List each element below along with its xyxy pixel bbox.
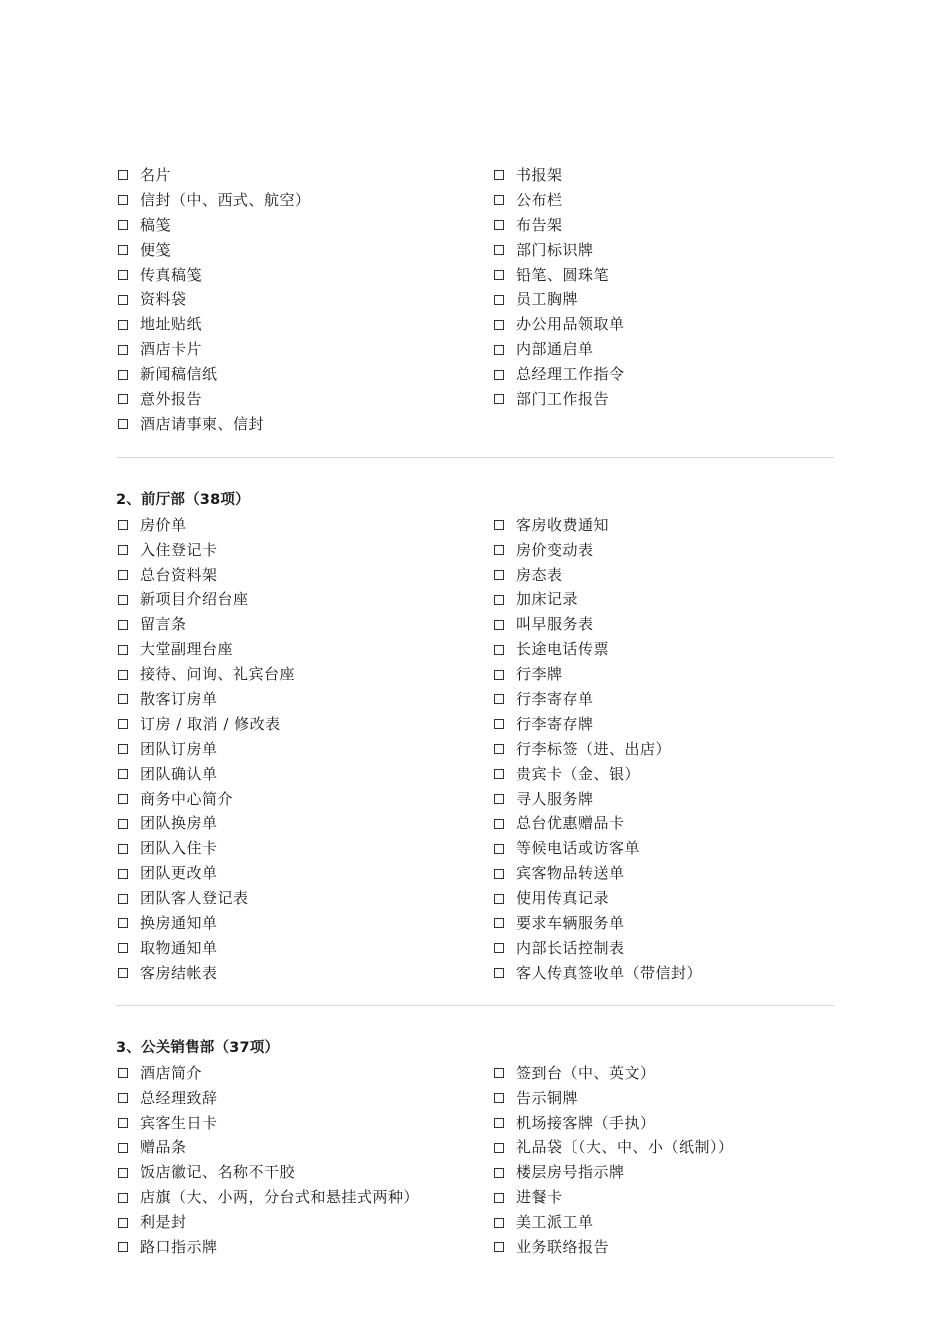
checklist-item <box>492 1086 834 1111</box>
checklist-item-label: 业务联络报告 <box>516 1237 610 1256</box>
checkbox-icon <box>494 620 504 630</box>
checklist-item <box>492 687 834 712</box>
checklist-item <box>116 836 492 861</box>
checklist-item-label: 公布栏 <box>516 190 563 209</box>
checklist-item-label: 房价变动表 <box>516 540 594 559</box>
checkbox-icon <box>494 943 504 953</box>
checklist-item-label: 取物通知单 <box>140 938 218 957</box>
checkbox-icon <box>494 1093 504 1103</box>
section-divider <box>116 457 834 458</box>
checklist-item <box>492 1235 834 1260</box>
checklist-item <box>492 811 834 836</box>
checklist-item <box>492 238 834 263</box>
checklist-item <box>116 662 492 687</box>
checkbox-icon <box>494 345 504 355</box>
checklist-item <box>492 637 834 662</box>
checklist-item <box>492 911 834 936</box>
checkbox-icon <box>494 545 504 555</box>
checklist-columns <box>116 163 834 437</box>
checkbox-icon <box>118 918 128 928</box>
checklist-item-label: 告示铜牌 <box>516 1088 579 1107</box>
checkbox-icon <box>494 744 504 754</box>
checklist-item-label: 房价单 <box>140 515 187 534</box>
checklist-item <box>492 362 834 387</box>
checklist-item-label: 便笺 <box>140 240 172 259</box>
checklist-item <box>492 263 834 288</box>
checkbox-icon <box>494 670 504 680</box>
checklist-item-label: 等候电话或访客单 <box>516 839 641 858</box>
checklist-item <box>492 662 834 687</box>
checkbox-icon <box>118 520 128 530</box>
checklist-item <box>492 1185 834 1210</box>
checkbox-icon <box>494 1068 504 1078</box>
checklist-item-label: 宾客生日卡 <box>140 1113 218 1132</box>
checklist-item-label: 饭店徽记、名称不干胶 <box>140 1163 296 1182</box>
checkbox-icon <box>118 1168 128 1178</box>
checkbox-icon <box>118 819 128 829</box>
checkbox-icon <box>494 595 504 605</box>
checklist-item-label: 商务中心简介 <box>140 789 234 808</box>
checklist-item <box>116 911 492 936</box>
checklist-item <box>492 961 834 986</box>
checkbox-icon <box>494 819 504 829</box>
checklist-item <box>116 1086 492 1111</box>
checklist-item-label: 赠品条 <box>140 1138 187 1157</box>
checklist-item-label: 办公用品领取单 <box>516 315 625 334</box>
checkbox-icon <box>118 794 128 804</box>
checklist-item <box>116 263 492 288</box>
checklist-right-column <box>492 1061 834 1260</box>
checklist-item <box>116 1135 492 1160</box>
checkbox-icon <box>494 1218 504 1228</box>
checklist-columns <box>116 513 834 986</box>
checklist-item-label: 要求车辆服务单 <box>516 914 625 933</box>
checkbox-icon <box>118 744 128 754</box>
checklist-item <box>492 1160 834 1185</box>
checkbox-icon <box>494 1143 504 1153</box>
checklist-item <box>492 886 834 911</box>
checklist-item <box>116 312 492 337</box>
checklist-item <box>492 787 834 812</box>
checklist-item <box>116 787 492 812</box>
checklist-item-label: 散客订房单 <box>140 690 218 709</box>
checkbox-icon <box>118 620 128 630</box>
checklist-item-label: 团队换房单 <box>140 814 218 833</box>
checkbox-icon <box>118 968 128 978</box>
checklist-item <box>492 762 834 787</box>
checklist-item <box>492 513 834 538</box>
checklist-item <box>116 687 492 712</box>
checklist-item <box>492 563 834 588</box>
checklist-item-label: 楼层房号指示牌 <box>516 1163 625 1182</box>
checklist-item <box>492 163 834 188</box>
checklist-item <box>116 612 492 637</box>
checkbox-icon <box>118 1193 128 1203</box>
checkbox-icon <box>494 694 504 704</box>
checklist-item-label: 酒店简介 <box>140 1063 203 1082</box>
checklist-item-label: 地址贴纸 <box>140 315 203 334</box>
checkbox-icon <box>118 1093 128 1103</box>
checklist-item-label: 稿笺 <box>140 215 172 234</box>
document-page <box>116 163 834 1260</box>
checklist-item-label: 团队订房单 <box>140 739 218 758</box>
checklist-item-label: 总台资料架 <box>140 565 218 584</box>
checklist-item <box>116 188 492 213</box>
section-front-office <box>116 488 834 986</box>
checkbox-icon <box>494 220 504 230</box>
checklist-item-label: 路口指示牌 <box>140 1237 218 1256</box>
checklist-item <box>116 287 492 312</box>
checklist-item <box>116 362 492 387</box>
checkbox-icon <box>118 345 128 355</box>
checkbox-icon <box>494 794 504 804</box>
checkbox-icon <box>118 769 128 779</box>
checkbox-icon <box>494 270 504 280</box>
checklist-item <box>116 1185 492 1210</box>
checklist-item-label: 客人传真签收单（带信封） <box>516 963 703 982</box>
checkbox-icon <box>494 195 504 205</box>
checklist-item <box>116 1210 492 1235</box>
checklist-item-label: 信封（中、西式、航空） <box>140 190 311 209</box>
checklist-item-label: 贵宾卡（金、银） <box>516 764 641 783</box>
checkbox-icon <box>118 295 128 305</box>
checklist-left-column <box>116 513 492 986</box>
checklist-item <box>116 1160 492 1185</box>
checkbox-icon <box>494 869 504 879</box>
checklist-item-label: 进餐卡 <box>516 1188 563 1207</box>
checklist-item-label: 美工派工单 <box>516 1213 594 1232</box>
checkbox-icon <box>494 1118 504 1128</box>
checkbox-icon <box>118 894 128 904</box>
checkbox-icon <box>118 394 128 404</box>
checkbox-icon <box>118 220 128 230</box>
checklist-item <box>116 513 492 538</box>
checklist-item <box>116 936 492 961</box>
checkbox-icon <box>494 245 504 255</box>
checklist-item-label: 叫早服务表 <box>516 615 594 634</box>
checklist-item <box>492 387 834 412</box>
section-pr-sales <box>116 1036 834 1260</box>
checklist-item <box>492 1210 834 1235</box>
checklist-item <box>116 163 492 188</box>
checkbox-icon <box>494 1242 504 1252</box>
checklist-item-label: 内部长话控制表 <box>516 938 625 957</box>
checklist-left-column <box>116 1061 492 1260</box>
checkbox-icon <box>494 844 504 854</box>
checklist-item <box>116 238 492 263</box>
checklist-item-label: 内部通启单 <box>516 340 594 359</box>
checklist-right-column <box>492 163 834 437</box>
checkbox-icon <box>494 370 504 380</box>
section-heading: 2、前厅部（38项） <box>116 491 250 508</box>
checklist-item <box>116 961 492 986</box>
checklist-item <box>116 587 492 612</box>
checklist-item-label: 部门标识牌 <box>516 240 594 259</box>
checklist-item-label: 客房收费通知 <box>516 515 610 534</box>
checkbox-icon <box>118 1242 128 1252</box>
checklist-item <box>492 936 834 961</box>
checklist-item-label: 行李牌 <box>516 665 563 684</box>
checklist-item-label: 团队客人登记表 <box>140 889 249 908</box>
checkbox-icon <box>118 1118 128 1128</box>
checklist-item-label: 换房通知单 <box>140 914 218 933</box>
checkbox-icon <box>118 419 128 429</box>
checklist-item-label: 铅笔、圆珠笔 <box>516 265 610 284</box>
checklist-item <box>116 712 492 737</box>
checklist-item <box>492 1111 834 1136</box>
checkbox-icon <box>118 570 128 580</box>
checkbox-icon <box>118 719 128 729</box>
checkbox-icon <box>118 645 128 655</box>
checkbox-icon <box>118 1068 128 1078</box>
checkbox-icon <box>494 1168 504 1178</box>
checklist-item-label: 加床记录 <box>516 590 579 609</box>
checklist-item-label: 入住登记卡 <box>140 540 218 559</box>
checklist-item-label: 客房结帐表 <box>140 963 218 982</box>
checklist-item <box>116 861 492 886</box>
checkbox-icon <box>118 869 128 879</box>
checklist-item-label: 新项目介绍台座 <box>140 590 249 609</box>
checklist-item-label: 传真稿笺 <box>140 265 203 284</box>
checklist-item <box>492 861 834 886</box>
checkbox-icon <box>494 719 504 729</box>
checklist-item-label: 利是封 <box>140 1213 187 1232</box>
checklist-columns <box>116 1061 834 1260</box>
checkbox-icon <box>118 943 128 953</box>
checklist-item <box>116 737 492 762</box>
checklist-item <box>116 563 492 588</box>
checklist-item-label: 总台优惠赠品卡 <box>516 814 625 833</box>
checklist-item <box>492 836 834 861</box>
checkbox-icon <box>494 394 504 404</box>
checklist-item <box>492 213 834 238</box>
checklist-item-label: 团队确认单 <box>140 764 218 783</box>
checkbox-icon <box>494 894 504 904</box>
checklist-item-label: 宾客物品转送单 <box>516 864 625 883</box>
checklist-item-label: 书报架 <box>516 166 563 184</box>
checkbox-icon <box>118 670 128 680</box>
checkbox-icon <box>494 769 504 779</box>
checklist-item-label: 总经理致辞 <box>140 1088 218 1107</box>
checklist-item <box>492 1061 834 1086</box>
checkbox-icon <box>494 570 504 580</box>
checklist-item <box>116 886 492 911</box>
checklist-item <box>492 612 834 637</box>
checklist-item-label: 机场接客牌（手执） <box>516 1113 656 1132</box>
checklist-item-label: 行李标签（进、出店） <box>516 739 672 758</box>
checkbox-icon <box>118 1218 128 1228</box>
checklist-item-label: 意外报告 <box>140 390 203 409</box>
checkbox-icon <box>118 170 128 180</box>
checklist-item <box>492 312 834 337</box>
checklist-item-label: 团队入住卡 <box>140 839 218 858</box>
checkbox-icon <box>118 545 128 555</box>
checklist-item-label: 部门工作报告 <box>516 390 610 409</box>
checklist-item <box>116 337 492 362</box>
checklist-item <box>492 538 834 563</box>
checkbox-icon <box>494 1193 504 1203</box>
checklist-item-label: 新闻稿信纸 <box>140 365 218 384</box>
checklist-item <box>116 387 492 412</box>
checkbox-icon <box>118 270 128 280</box>
checklist-item <box>492 587 834 612</box>
checkbox-icon <box>494 320 504 330</box>
checkbox-icon <box>494 170 504 180</box>
checklist-item-label: 行李寄存牌 <box>516 714 594 733</box>
checkbox-icon <box>494 645 504 655</box>
checklist-item <box>116 1235 492 1260</box>
checklist-item <box>492 337 834 362</box>
section-heading: 3、公关销售部（37项） <box>116 1039 280 1056</box>
checkbox-icon <box>118 1143 128 1153</box>
checklist-item-label: 员工胸牌 <box>516 290 579 309</box>
checklist-item <box>116 1111 492 1136</box>
checkbox-icon <box>494 918 504 928</box>
checkbox-icon <box>494 520 504 530</box>
checklist-left-column <box>116 163 492 437</box>
checklist-item-label: 礼品袋〔（大、中、小（纸制）） <box>516 1138 734 1157</box>
checklist-item-label: 订房 / 取消 / 修改表 <box>140 714 281 733</box>
checklist-item-label: 房态表 <box>516 565 563 584</box>
checklist-item-label: 布告架 <box>516 215 563 234</box>
checklist-item-label: 酒店卡片 <box>140 340 203 359</box>
checklist-item <box>116 412 492 437</box>
checklist-item-label: 团队更改单 <box>140 864 218 883</box>
checklist-item <box>116 762 492 787</box>
checklist-right-column <box>492 513 834 986</box>
checklist-item-label: 总经理工作指令 <box>516 365 625 384</box>
checklist-item-label: 接待、问询、礼宾台座 <box>140 665 296 684</box>
checkbox-icon <box>118 245 128 255</box>
checklist-item-label: 使用传真记录 <box>516 889 610 908</box>
checklist-item <box>116 1061 492 1086</box>
checklist-item <box>492 188 834 213</box>
checklist-item-label: 长途电话传票 <box>516 640 610 659</box>
checkbox-icon <box>118 320 128 330</box>
checklist-item <box>492 712 834 737</box>
checklist-item-label: 大堂副理台座 <box>140 640 234 659</box>
checklist-item-label: 酒店请事柬、信封 <box>140 414 265 433</box>
checklist-item <box>116 213 492 238</box>
checklist-item <box>492 287 834 312</box>
checklist-item <box>116 811 492 836</box>
checkbox-icon <box>118 694 128 704</box>
checklist-item-label: 留言条 <box>140 615 187 634</box>
checkbox-icon <box>494 295 504 305</box>
checkbox-icon <box>118 370 128 380</box>
checklist-item-label: 店旗（大、小两，分台式和悬挂式两种） <box>140 1188 420 1207</box>
section-general <box>116 163 834 437</box>
section-divider <box>116 1005 834 1006</box>
checkbox-icon <box>118 595 128 605</box>
checkbox-icon <box>494 968 504 978</box>
checklist-item <box>492 1135 834 1160</box>
checklist-item-label: 行李寄存单 <box>516 690 594 709</box>
checkbox-icon <box>118 844 128 854</box>
checklist-item <box>492 737 834 762</box>
checklist-item-label: 名片 <box>140 166 172 184</box>
checkbox-icon <box>118 195 128 205</box>
checklist-item <box>116 538 492 563</box>
checklist-item-label: 资料袋 <box>140 290 187 309</box>
checklist-item-label: 寻人服务牌 <box>516 789 594 808</box>
checklist-item <box>116 637 492 662</box>
checklist-item-label: 签到台（中、英文） <box>516 1063 656 1082</box>
